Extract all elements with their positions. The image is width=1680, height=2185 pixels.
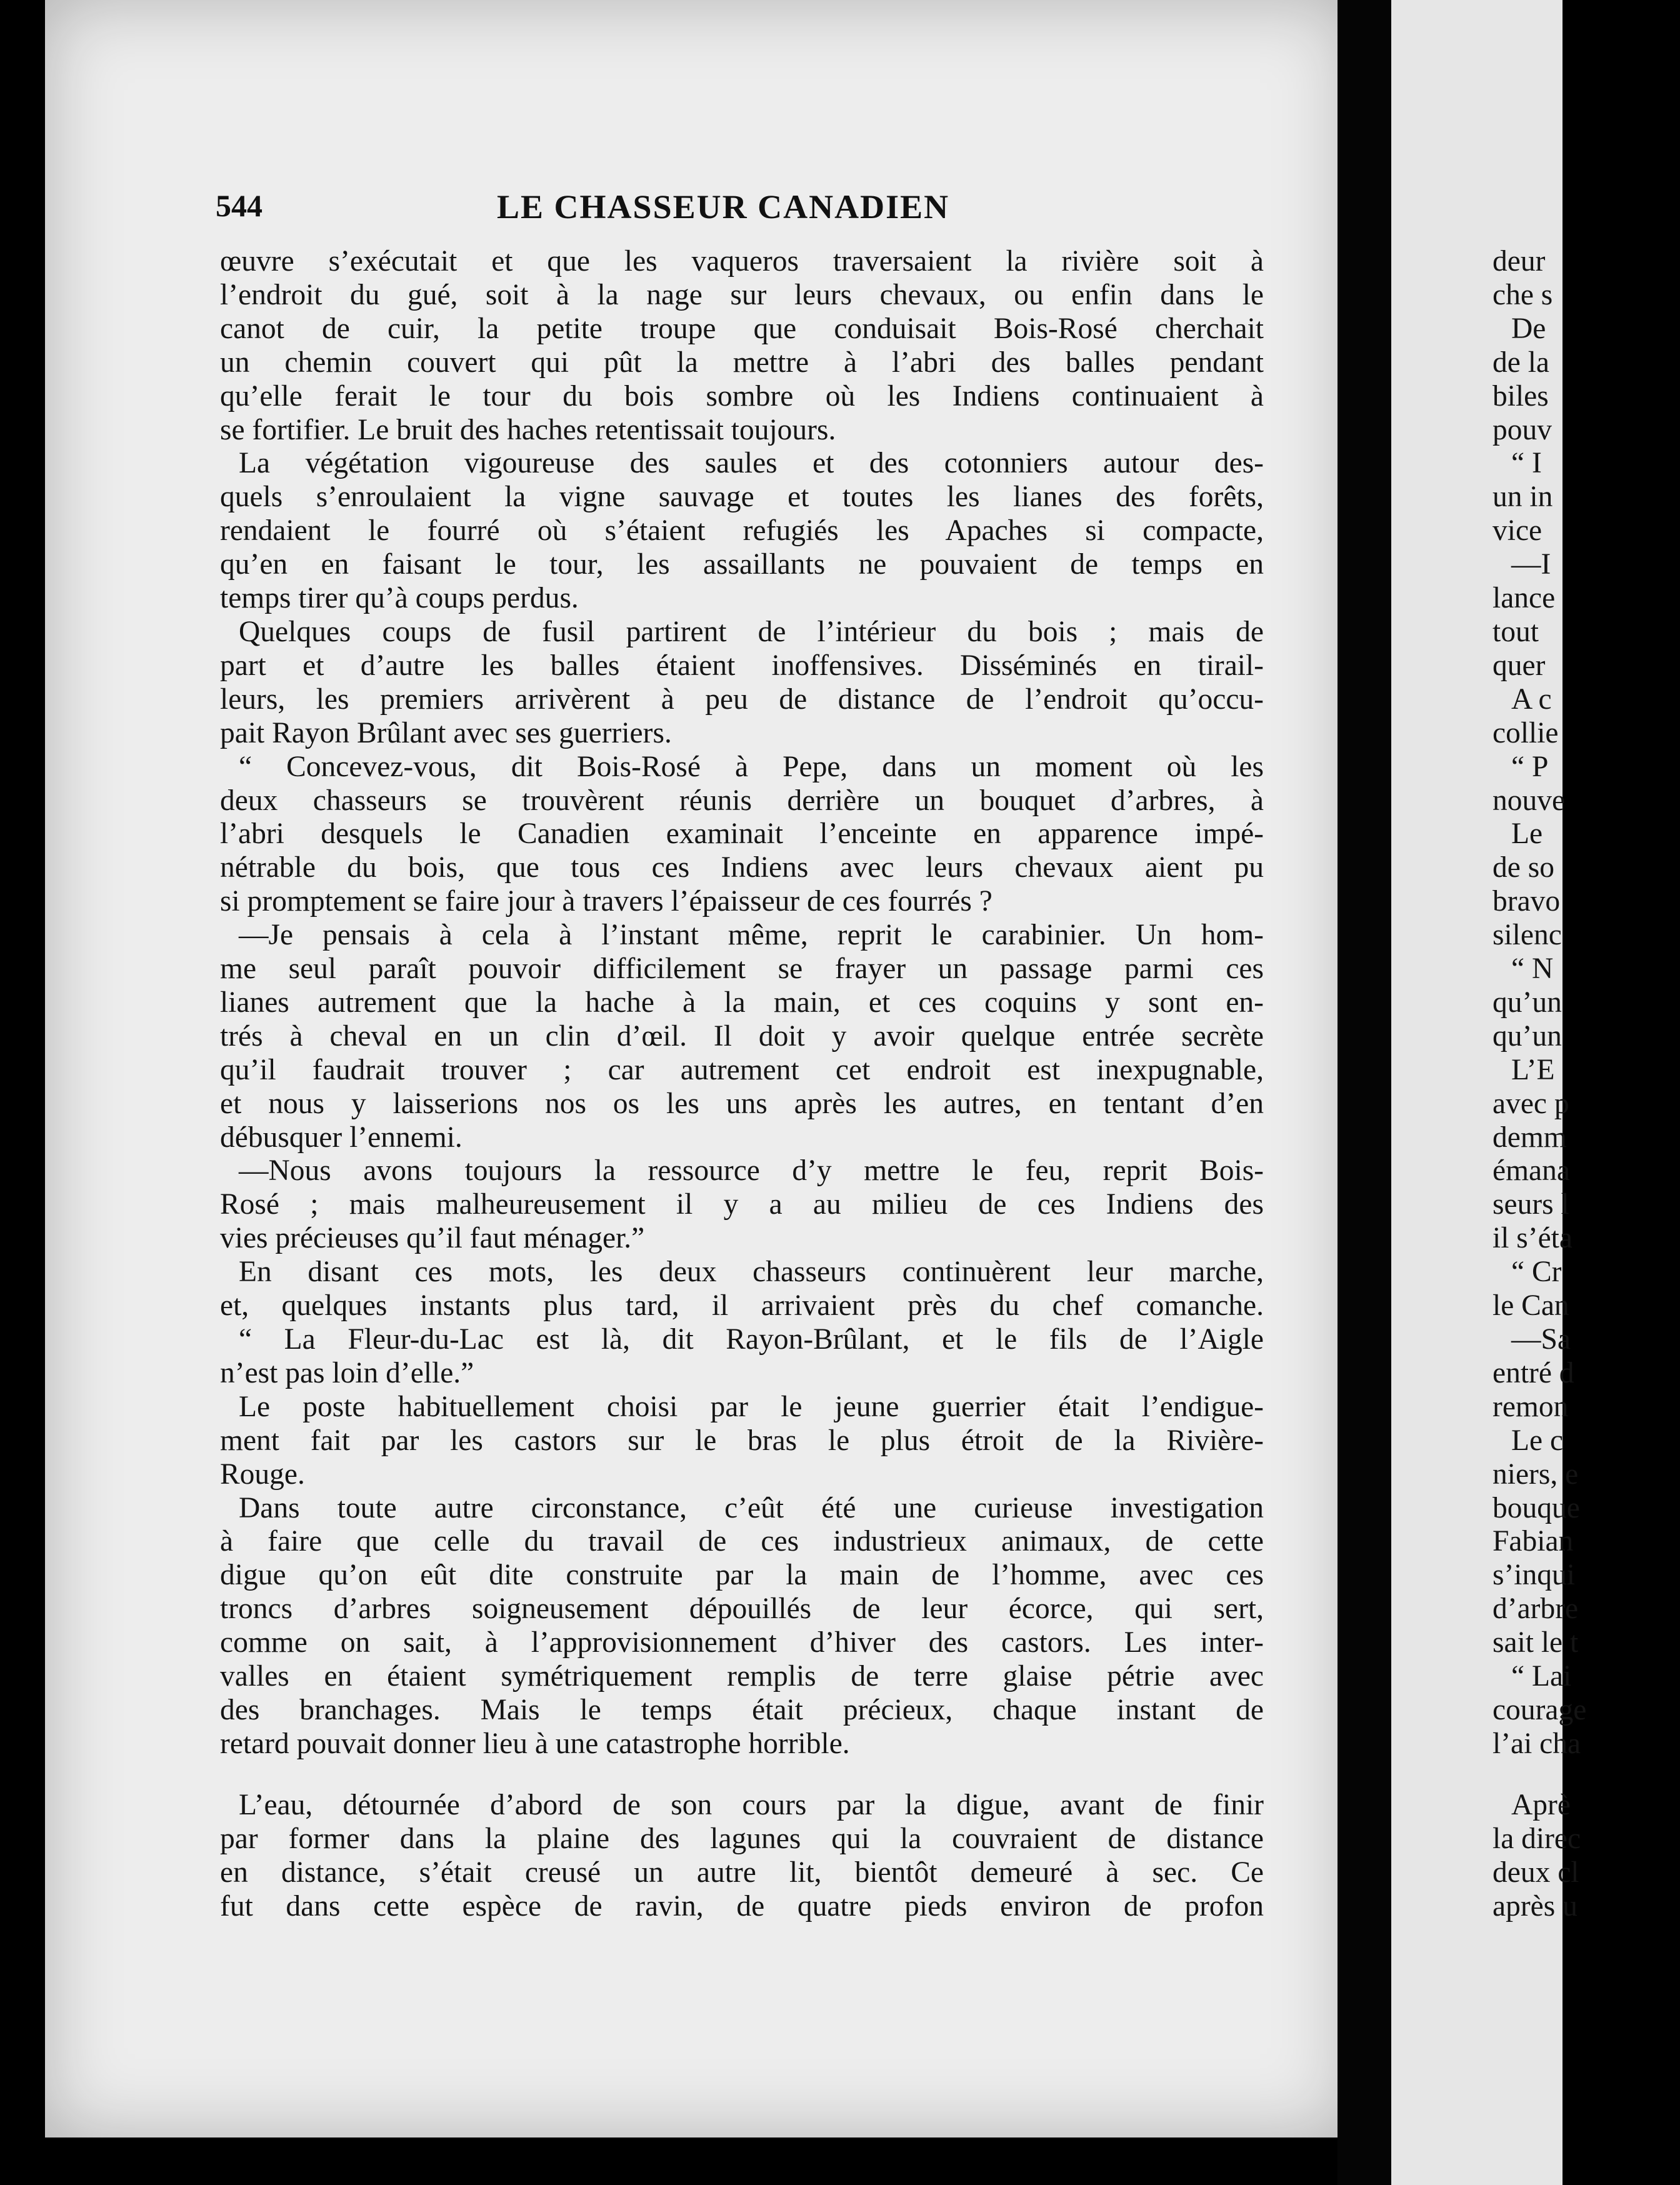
text-line: sait le t	[1492, 1626, 1579, 1659]
text-line: L’E	[1511, 1053, 1555, 1086]
text-line: seurs l	[1492, 1188, 1569, 1221]
text-line: émana	[1492, 1154, 1570, 1188]
text-line: d’arbre	[1492, 1592, 1579, 1626]
text-line: valles en étaient symétriquement remplis de terre glaise pétrie avec	[220, 1660, 1264, 1693]
text-line: “ P	[1511, 750, 1549, 783]
page-number: 544	[216, 188, 262, 223]
text-line: en distance, s’était creusé un autre lit, bientôt demeuré à sec. Ce	[220, 1856, 1264, 1889]
text-line: débusquer l’ennemi.	[220, 1121, 462, 1154]
text-line: pait Rayon Brûlant avec ses guerriers.	[220, 716, 672, 749]
text-line: s’inqui	[1492, 1559, 1575, 1592]
text-line: la direc	[1492, 1822, 1581, 1855]
text-line: A c	[1511, 682, 1552, 716]
text-line: entré d	[1492, 1356, 1574, 1389]
text-line: tout	[1492, 615, 1539, 648]
text-line: leurs, les premiers arrivèrent à peu de distance de l’endroit qu’occu-	[220, 682, 1264, 716]
text-line: comme on sait, à l’approvisionnement d’hiver des castors. Les inter-	[220, 1626, 1264, 1659]
text-line: un in	[1492, 481, 1553, 514]
text-line: deux cl	[1492, 1856, 1579, 1889]
text-line: œuvre s’exécutait et que les vaqueros traversaient la rivière soit à	[220, 245, 1264, 278]
text-line: “ I	[1511, 447, 1542, 480]
text-line: —Nous avons toujours la ressource d’y mettre le feu, reprit Bois-	[239, 1154, 1264, 1188]
text-line: La végétation vigoureuse des saules et des cotonniers autour des-	[239, 447, 1264, 480]
book-gutter	[1338, 0, 1394, 2185]
text-line: Le poste habituellement choisi par le jeune guerrier était l’endigue-	[239, 1390, 1264, 1423]
text-line: si promptement se faire jour à travers l’épaisseur de ces fourrés ?	[220, 885, 992, 918]
adjacent-page-text	[1492, 245, 1680, 1923]
text-line: avec p	[1492, 1087, 1569, 1120]
text-line: qu’il faudrait trouver ; car autrement cet endroit est inexpugnable,	[220, 1053, 1264, 1086]
text-line: bravo	[1492, 885, 1561, 918]
text-line: bouque	[1492, 1491, 1580, 1524]
text-line: Dans toute autre circonstance, c’eût été une curieuse investigation	[239, 1491, 1264, 1524]
running-title: LE CHASSEUR CANADIEN	[497, 188, 950, 226]
text-line: quels s’enroulaient la vigne sauvage et toutes les lianes des forêts,	[220, 481, 1264, 514]
text-line: vice	[1492, 514, 1542, 548]
text-line: troncs d’arbres soigneusement dépouillés de leur écorce, qui sert,	[220, 1592, 1264, 1626]
text-line: canot de cuir, la petite troupe que conduisait Bois-Rosé cherchait	[220, 312, 1264, 345]
text-line: qu’elle ferait le tour du bois sombre où les Indiens continuaient à	[220, 379, 1264, 412]
text-line: Le	[1511, 818, 1543, 851]
text-line: quer	[1492, 649, 1546, 682]
text-line: de so	[1492, 851, 1554, 884]
text-line: lance	[1492, 582, 1556, 615]
text-line: se fortifier. Le bruit des haches retentissait toujours.	[220, 413, 836, 446]
text-line: Fabian	[1492, 1525, 1574, 1558]
text-line: courage	[1492, 1693, 1587, 1726]
text-line: —I	[1511, 548, 1551, 581]
text-line: et nous y laisserions nos os les uns après les autres, en tentant d’en	[220, 1087, 1264, 1120]
text-line: retard pouvait donner lieu à une catastrophe horrible.	[220, 1727, 850, 1760]
text-line: des branchages. Mais le temps était précieux, chaque instant de	[220, 1693, 1264, 1726]
text-line: qu’en en faisant le tour, les assaillants ne pouvaient de temps en	[220, 548, 1264, 581]
text-line: l’ai cha	[1492, 1727, 1581, 1760]
text-line: l’endroit du gué, soit à la nage sur leurs chevaux, ou enfin dans le	[220, 278, 1264, 311]
text-line: après u	[1492, 1889, 1578, 1922]
text-line: remon	[1492, 1390, 1569, 1423]
text-line: il s’éta	[1492, 1222, 1572, 1255]
text-line: et, quelques instants plus tard, il arrivaient près du chef comanche.	[220, 1289, 1264, 1322]
text-line: trés à cheval en un clin d’œil. Il doit y avoir quelque entrée secrète	[220, 1019, 1264, 1052]
text-line: L’eau, détournée d’abord de son cours par la digue, avant de finir	[239, 1788, 1264, 1821]
text-line: biles	[1492, 379, 1549, 412]
text-line: —Je pensais à cela à l’instant même, reprit le carabinier. Un hom-	[239, 919, 1264, 952]
text-line: De	[1511, 312, 1546, 345]
page-header	[216, 181, 1284, 231]
text-line: collie	[1492, 716, 1559, 749]
text-line: par former dans la plaine des lagunes qui la couvraient de distance	[220, 1822, 1264, 1855]
main-text-column	[220, 245, 1264, 1923]
text-line: rendaient le fourré où s’étaient refugiés les Apaches si compacte,	[220, 514, 1264, 548]
text-line: deux chasseurs se trouvèrent réunis derrière un bouquet d’arbres, à	[220, 784, 1264, 817]
text-line: “ Concevez-vous, dit Bois-Rosé à Pepe, dans un moment où les	[239, 750, 1264, 783]
text-line: “ N	[1511, 952, 1554, 986]
text-line: deur	[1492, 245, 1546, 278]
text-line: Rouge.	[220, 1458, 305, 1491]
text-line: Rosé ; mais malheureusement il y a au milieu de ces Indiens des	[220, 1188, 1264, 1221]
text-line: à faire que celle du travail de ces industrieux animaux, de cette	[220, 1525, 1264, 1558]
text-line: n’est pas loin d’elle.”	[220, 1356, 474, 1389]
text-line: ment fait par les castors sur le bras le plus étroit de la Rivière-	[220, 1424, 1264, 1457]
text-line: che s	[1492, 278, 1553, 311]
text-line: le Can	[1492, 1289, 1569, 1322]
text-line: En disant ces mots, les deux chasseurs continuèrent leur marche,	[239, 1256, 1264, 1289]
text-line: demm	[1492, 1121, 1567, 1154]
text-line: niers, e	[1492, 1458, 1579, 1491]
text-line: —Sa	[1511, 1323, 1571, 1356]
text-line: Quelques coups de fusil partirent de l’intérieur du bois ; mais de	[239, 615, 1264, 648]
text-line: “ La Fleur-du-Lac est là, dit Rayon-Brûlant, et le fils de l’Aigle	[239, 1323, 1264, 1356]
text-line: qu’un	[1492, 986, 1562, 1019]
text-line: pouv	[1492, 413, 1552, 446]
text-line: nétrable du bois, que tous ces Indiens avec leurs chevaux aient pu	[220, 851, 1264, 884]
text-line: me seul paraît pouvoir difficilement se frayer un passage parmi ces	[220, 952, 1264, 986]
text-line: “ Lai	[1511, 1660, 1572, 1693]
text-line: un chemin couvert qui pût la mettre à l’abri des balles pendant	[220, 346, 1264, 379]
text-line: part et d’autre les balles étaient inoffensives. Disséminés en tirail-	[220, 649, 1264, 682]
text-line: digue qu’on eût dite construite par la main de l’homme, avec ces	[220, 1559, 1264, 1592]
scan-bottom-border	[0, 2138, 1338, 2185]
text-line: qu’un	[1492, 1019, 1562, 1052]
text-line: fut dans cette espèce de ravin, de quatre pieds environ de profon	[220, 1889, 1264, 1922]
text-line: Le c	[1511, 1424, 1564, 1457]
text-line: l’abri desquels le Canadien examinait l’enceinte en apparence impé-	[220, 818, 1264, 851]
text-line: “ Cr	[1511, 1256, 1562, 1289]
text-line: silenc	[1492, 919, 1562, 952]
text-line: nouve	[1492, 784, 1566, 817]
text-line: de la	[1492, 346, 1549, 379]
text-line: Aprè	[1511, 1788, 1571, 1821]
text-line: lianes autrement que la hache à la main, et ces coquins y sont en-	[220, 986, 1264, 1019]
text-line: vies précieuses qu’il faut ménager.”	[220, 1222, 645, 1255]
text-line: temps tirer qu’à coups perdus.	[220, 582, 579, 615]
